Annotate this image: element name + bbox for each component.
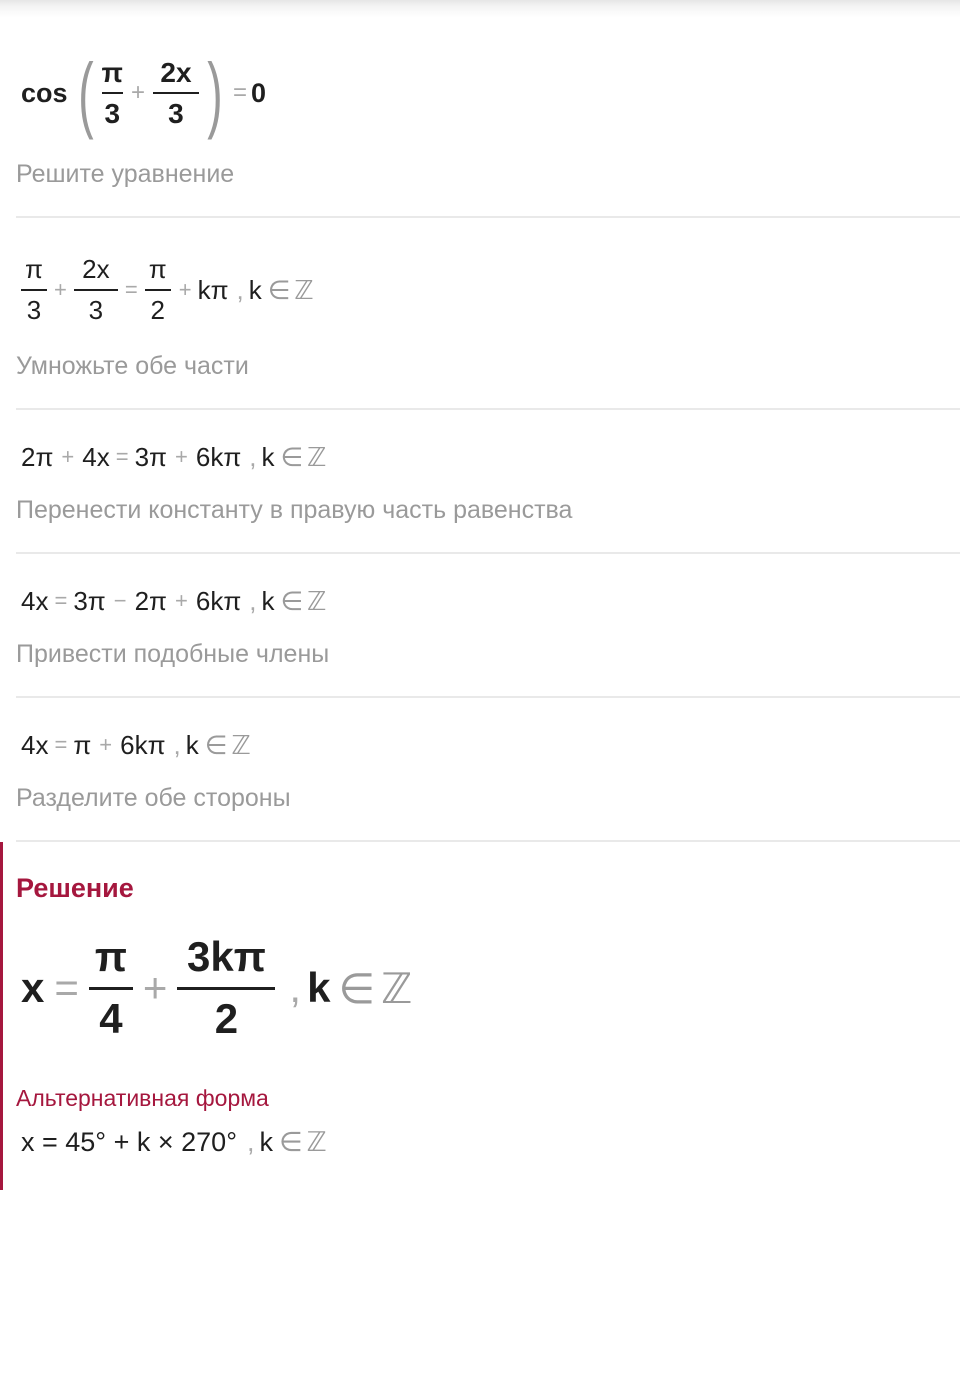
comma: , [236, 274, 244, 305]
fraction-pi-3 [102, 58, 123, 129]
minus-operator: − [113, 588, 127, 613]
equals-operator: = [54, 964, 79, 1011]
fraction-bar [89, 987, 133, 990]
element-of-symbol: ∈ [267, 274, 291, 305]
integers-set-symbol: ℤ [306, 1126, 327, 1157]
plus-operator: + [99, 732, 113, 757]
element-of-symbol: ∈ [204, 729, 228, 760]
x-variable: x [21, 964, 45, 1011]
solution-step-3[interactable] [16, 554, 960, 696]
term: 3π [134, 441, 167, 472]
problem-step[interactable] [16, 40, 960, 216]
solution-title: Решение [16, 873, 134, 903]
integers-set-symbol: ℤ [381, 964, 413, 1012]
fraction-numerator: 2x [82, 253, 110, 284]
fraction-bar [177, 987, 275, 990]
k-pi-term: kπ [197, 274, 229, 305]
step-1-expression [21, 252, 314, 328]
fraction-numerator: 3kπ [186, 933, 266, 981]
fraction-3kpi-2 [177, 935, 275, 1040]
step-3-expression [21, 584, 327, 618]
solution-expression [21, 928, 412, 1048]
element-of-symbol: ∈ [279, 1126, 303, 1157]
solution-accent-bar [0, 842, 3, 1190]
alternative-form-title: Альтернативная форма [16, 1085, 269, 1111]
comma: , [249, 441, 257, 472]
fraction-denominator: 3 [168, 98, 184, 129]
plus-operator: + [142, 964, 168, 1011]
step-description: Привести подобные члены [16, 640, 330, 668]
term: 6kπ [195, 585, 242, 616]
fraction-numerator: π [25, 253, 43, 284]
term: π [73, 729, 92, 760]
integers-set-symbol: ℤ [307, 585, 327, 616]
alternative-form-expression [21, 1125, 327, 1159]
k-variable: k [259, 1126, 274, 1157]
fraction-2x-3 [74, 253, 118, 325]
term: 3π [73, 585, 106, 616]
equals-operator: = [115, 444, 129, 469]
equals-operator: = [54, 588, 68, 613]
left-paren: ( [77, 46, 94, 140]
solution-step-2[interactable] [16, 410, 960, 552]
solution-step-1[interactable] [16, 218, 960, 408]
plus-operator: + [61, 444, 75, 469]
term: 4x [82, 441, 110, 472]
integers-set-symbol: ℤ [307, 441, 327, 472]
fraction-numerator: 2x [160, 56, 192, 88]
fraction-denominator: 2 [214, 994, 239, 1042]
solution-step-4[interactable] [16, 698, 960, 840]
fraction-bar [145, 289, 171, 291]
rhs-value: 0 [250, 77, 266, 108]
plus-operator: + [54, 277, 67, 302]
step-description: Умножьте обе части [16, 352, 249, 380]
term: 4x [21, 729, 49, 760]
fraction-bar [153, 92, 199, 94]
fraction-bar [102, 92, 123, 94]
equals-operator: = [54, 732, 68, 757]
step-description: Решите уравнение [16, 160, 235, 188]
alternative-expression: x = 45° + k × 270° [21, 1126, 237, 1157]
term: 6kπ [120, 729, 166, 760]
step-description: Перенести константу в правую часть равенства [16, 496, 573, 524]
fraction-bar [21, 289, 47, 291]
k-variable: k [185, 729, 199, 760]
plus-operator: + [178, 277, 192, 302]
k-variable: k [248, 274, 262, 305]
fraction-denominator: 3 [26, 294, 42, 325]
integers-set-symbol: ℤ [294, 274, 314, 305]
plus-operator: + [130, 79, 145, 106]
fraction-numerator: π [101, 56, 123, 88]
comma: , [249, 585, 257, 616]
integers-set-symbol: ℤ [231, 729, 251, 760]
fraction-denominator: 3 [104, 98, 121, 129]
equals-operator: = [232, 79, 247, 106]
step-description: Разделите обе стороны [16, 784, 291, 812]
term: 2π [21, 441, 54, 472]
step-4-expression [21, 728, 251, 762]
fraction-pi-4 [89, 935, 133, 1040]
fraction-denominator: 2 [150, 294, 165, 325]
fraction-numerator: π [148, 253, 167, 284]
plus-operator: + [175, 588, 188, 613]
fraction-2x-3 [153, 58, 199, 129]
fraction-pi-3 [21, 253, 47, 325]
equals-operator: = [124, 277, 138, 302]
element-of-symbol: ∈ [280, 441, 304, 472]
cos-function: cos [21, 77, 68, 108]
term: 4x [21, 585, 49, 616]
plus-operator: + [175, 444, 188, 469]
k-variable: k [261, 585, 275, 616]
term: 6kπ [195, 441, 242, 472]
problem-expression [21, 46, 266, 140]
step-2-expression [21, 440, 327, 474]
fraction-pi-2 [145, 253, 171, 325]
element-of-symbol: ∈ [338, 964, 376, 1012]
element-of-symbol: ∈ [280, 585, 304, 616]
fraction-bar [74, 289, 118, 291]
right-paren: ) [207, 46, 223, 140]
fraction-denominator: 3 [88, 294, 104, 325]
fraction-denominator: 4 [99, 994, 123, 1042]
k-variable: k [307, 964, 331, 1011]
k-variable: k [261, 441, 275, 472]
fraction-numerator: π [94, 933, 127, 981]
comma: , [247, 1126, 255, 1157]
comma: , [289, 964, 302, 1011]
top-shadow [0, 0, 960, 18]
comma: , [173, 729, 181, 760]
term: 2π [134, 585, 167, 616]
divider [16, 840, 960, 842]
